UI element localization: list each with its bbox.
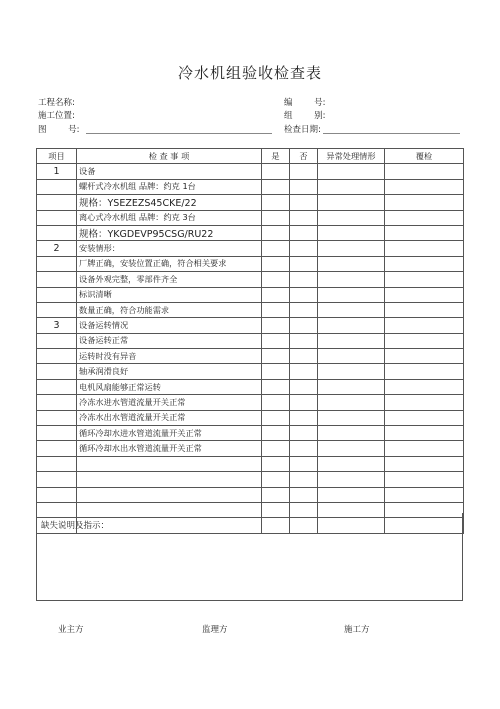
- table-header-row: [37, 149, 464, 164]
- row-yes-cell: [262, 195, 290, 210]
- row-item-number: [37, 379, 77, 394]
- row-exception-cell: [318, 241, 385, 256]
- row-yes-cell: [262, 256, 290, 271]
- contractor-signature: 施工方: [344, 625, 370, 635]
- table-row: [37, 410, 464, 425]
- row-recheck-cell: [385, 395, 464, 410]
- row-recheck-cell: [385, 410, 464, 425]
- table-row: [37, 364, 464, 379]
- row-item-number: [37, 426, 77, 441]
- row-exception-cell: [318, 225, 385, 240]
- table-row: [37, 195, 464, 210]
- table-row: [37, 441, 464, 456]
- col-recheck: 覆检: [385, 149, 464, 164]
- row-exception-cell: [318, 456, 385, 471]
- row-check-text: 安装情形：: [77, 241, 262, 256]
- row-yes-cell: [262, 318, 290, 333]
- row-no-cell: [290, 225, 318, 240]
- row-exception-cell: [318, 302, 385, 317]
- table-row: [37, 272, 464, 287]
- col-no: 否: [290, 149, 318, 164]
- table-row: [37, 487, 464, 502]
- row-check-text: 循环冷却水出水管道流量开关正常: [77, 441, 262, 456]
- row-recheck-cell: [385, 349, 464, 364]
- row-check-text: 规格：YKGDEVP95CSG/RU22: [77, 225, 262, 240]
- row-recheck-cell: [385, 225, 464, 240]
- row-no-cell: [290, 426, 318, 441]
- row-exception-cell: [318, 379, 385, 394]
- row-item-number: [37, 410, 77, 425]
- group-label: 组 别:: [284, 111, 326, 121]
- row-recheck-cell: [385, 210, 464, 225]
- col-yes: 是: [262, 149, 290, 164]
- table-row: [37, 379, 464, 394]
- row-yes-cell: [262, 241, 290, 256]
- row-recheck-cell: [385, 195, 464, 210]
- row-yes-cell: [262, 210, 290, 225]
- row-check-text: 标识清晰: [77, 287, 262, 302]
- row-yes-cell: [262, 426, 290, 441]
- row-item-number: [37, 225, 77, 240]
- table-row: [37, 426, 464, 441]
- row-check-text: [77, 456, 262, 471]
- row-check-text: 厂牌正确，安装位置正确，符合相关要求: [77, 256, 262, 271]
- row-recheck-cell: [385, 379, 464, 394]
- row-no-cell: [290, 256, 318, 271]
- row-yes-cell: [262, 410, 290, 425]
- row-yes-cell: [262, 472, 290, 487]
- row-recheck-cell: [385, 241, 464, 256]
- row-check-text: 电机风扇能够正常运转: [77, 379, 262, 394]
- row-item-number: [37, 179, 77, 194]
- row-check-text: 循环冷却水进水管道流量开关正常: [77, 426, 262, 441]
- row-yes-cell: [262, 164, 290, 179]
- row-recheck-cell: [385, 287, 464, 302]
- row-item-number: 1: [37, 164, 77, 179]
- row-exception-cell: [318, 472, 385, 487]
- row-no-cell: [290, 210, 318, 225]
- row-no-cell: [290, 195, 318, 210]
- table-row: [37, 164, 464, 179]
- row-no-cell: [290, 472, 318, 487]
- row-check-text: 规格：YSEZEZS45CKE/22: [77, 195, 262, 210]
- row-exception-cell: [318, 256, 385, 271]
- row-recheck-cell: [385, 487, 464, 502]
- table-row: [37, 318, 464, 333]
- table-row: [37, 241, 464, 256]
- defect-label: 缺失说明及指示：: [41, 521, 110, 531]
- row-recheck-cell: [385, 256, 464, 271]
- table-row: [37, 333, 464, 348]
- row-recheck-cell: [385, 364, 464, 379]
- location-label: 施工位置:: [38, 111, 75, 121]
- row-no-cell: [290, 379, 318, 394]
- table-row: [37, 256, 464, 271]
- page-title: 冷水机组验收检查表: [177, 64, 322, 82]
- row-exception-cell: [318, 333, 385, 348]
- row-yes-cell: [262, 179, 290, 194]
- row-item-number: [37, 456, 77, 471]
- number-label: 编 号:: [284, 98, 326, 108]
- row-item-number: [37, 364, 77, 379]
- row-exception-cell: [318, 210, 385, 225]
- row-check-text: [77, 487, 262, 502]
- row-check-text: 设备: [77, 164, 262, 179]
- row-item-number: 3: [37, 318, 77, 333]
- row-check-text: 数量正确，符合功能需求: [77, 302, 262, 317]
- row-yes-cell: [262, 456, 290, 471]
- row-exception-cell: [318, 318, 385, 333]
- row-exception-cell: [318, 195, 385, 210]
- row-no-cell: [290, 287, 318, 302]
- owner-signature: 业主方: [58, 625, 84, 635]
- row-no-cell: [290, 241, 318, 256]
- row-no-cell: [290, 395, 318, 410]
- table-row: [37, 179, 464, 194]
- row-item-number: [37, 487, 77, 502]
- row-no-cell: [290, 487, 318, 502]
- table-row: [37, 210, 464, 225]
- row-exception-cell: [318, 349, 385, 364]
- row-yes-cell: [262, 287, 290, 302]
- row-yes-cell: [262, 349, 290, 364]
- row-exception-cell: [318, 179, 385, 194]
- row-exception-cell: [318, 395, 385, 410]
- inspection-table: [36, 148, 464, 534]
- row-recheck-cell: [385, 302, 464, 317]
- project-name-line: [78, 106, 268, 107]
- row-no-cell: [290, 302, 318, 317]
- table-row: [37, 472, 464, 487]
- row-no-cell: [290, 272, 318, 287]
- row-exception-cell: [318, 287, 385, 302]
- defect-section: [36, 513, 463, 601]
- date-underline: [323, 133, 460, 134]
- row-check-text: 轴承润滑良好: [77, 364, 262, 379]
- row-recheck-cell: [385, 456, 464, 471]
- row-check-text: 运转时没有异音: [77, 349, 262, 364]
- row-no-cell: [290, 349, 318, 364]
- row-item-number: [37, 287, 77, 302]
- row-check-text: 设备外观完整，零部件齐全: [77, 272, 262, 287]
- drawing-label: 图 号:: [38, 125, 80, 135]
- row-yes-cell: [262, 487, 290, 502]
- table-row: [37, 456, 464, 471]
- row-recheck-cell: [385, 472, 464, 487]
- row-check-text: 设备运转情况: [77, 318, 262, 333]
- row-recheck-cell: [385, 179, 464, 194]
- row-item-number: [37, 302, 77, 317]
- row-check-text: 螺杆式冷水机组 品牌：约克 1台: [77, 179, 262, 194]
- col-exception: 异常处理情形: [318, 149, 385, 164]
- table-row: [37, 287, 464, 302]
- row-check-text: [77, 472, 262, 487]
- row-no-cell: [290, 164, 318, 179]
- supervisor-signature: 监理方: [202, 625, 228, 635]
- row-item-number: [37, 441, 77, 456]
- row-exception-cell: [318, 164, 385, 179]
- row-recheck-cell: [385, 318, 464, 333]
- table-row: [37, 349, 464, 364]
- row-yes-cell: [262, 272, 290, 287]
- table-row: [37, 302, 464, 317]
- row-item-number: [37, 472, 77, 487]
- row-recheck-cell: [385, 164, 464, 179]
- row-recheck-cell: [385, 333, 464, 348]
- row-no-cell: [290, 179, 318, 194]
- col-item: 项目: [37, 149, 77, 164]
- row-exception-cell: [318, 272, 385, 287]
- row-no-cell: [290, 410, 318, 425]
- row-recheck-cell: [385, 272, 464, 287]
- row-exception-cell: [318, 487, 385, 502]
- row-exception-cell: [318, 426, 385, 441]
- row-no-cell: [290, 318, 318, 333]
- row-no-cell: [290, 364, 318, 379]
- row-yes-cell: [262, 333, 290, 348]
- row-recheck-cell: [385, 441, 464, 456]
- row-yes-cell: [262, 379, 290, 394]
- row-check-text: 冷冻水进水管道流量开关正常: [77, 395, 262, 410]
- row-item-number: [37, 349, 77, 364]
- row-no-cell: [290, 441, 318, 456]
- row-yes-cell: [262, 225, 290, 240]
- row-item-number: [37, 210, 77, 225]
- drawing-underline: [86, 133, 272, 134]
- table-row: [37, 395, 464, 410]
- row-yes-cell: [262, 441, 290, 456]
- row-item-number: [37, 272, 77, 287]
- table-row: [37, 225, 464, 240]
- row-recheck-cell: [385, 426, 464, 441]
- row-exception-cell: [318, 441, 385, 456]
- row-exception-cell: [318, 364, 385, 379]
- row-exception-cell: [318, 410, 385, 425]
- row-item-number: [37, 195, 77, 210]
- project-name-label: 工程名称:: [38, 98, 75, 108]
- row-item-number: 2: [37, 241, 77, 256]
- row-yes-cell: [262, 302, 290, 317]
- row-check-text: 离心式冷水机组 品牌：约克 3台: [77, 210, 262, 225]
- row-item-number: [37, 333, 77, 348]
- row-yes-cell: [262, 395, 290, 410]
- date-label: 检查日期:: [284, 125, 321, 135]
- row-item-number: [37, 256, 77, 271]
- row-check-text: 设备运转正常: [77, 333, 262, 348]
- row-no-cell: [290, 456, 318, 471]
- col-check-item: 检 查 事 项: [77, 149, 262, 164]
- row-check-text: 冷冻水出水管道流量开关正常: [77, 410, 262, 425]
- row-item-number: [37, 395, 77, 410]
- row-no-cell: [290, 333, 318, 348]
- row-yes-cell: [262, 364, 290, 379]
